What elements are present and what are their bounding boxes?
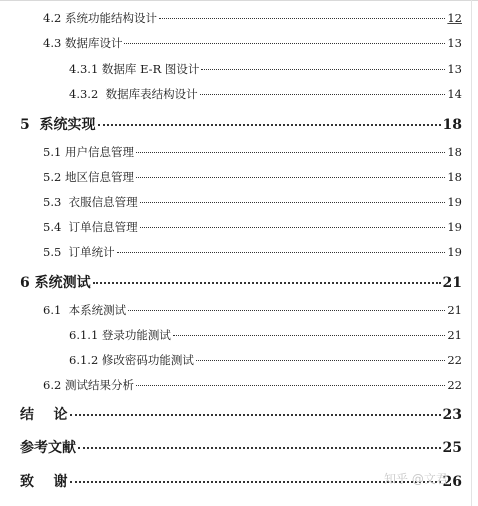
toc-entry-label: 致 谢 <box>20 474 68 490</box>
toc-entry-5-5[interactable] <box>43 244 462 260</box>
toc-entry-page: 18 <box>447 170 462 184</box>
toc-entry-6-1-1[interactable] <box>69 327 462 343</box>
zhihu-watermark: 知乎 @文君 <box>384 472 448 486</box>
toc-entry-6[interactable] <box>20 272 462 292</box>
toc-entry-page: 21 <box>442 275 462 291</box>
toc-entry-page: 23 <box>442 407 462 423</box>
toc-entry-page: 13 <box>447 36 462 50</box>
toc-entry-page: 22 <box>447 378 462 392</box>
dot-leader <box>128 310 445 311</box>
toc-entry-label: 6 系统测试 <box>20 275 91 291</box>
toc-entry-4-3[interactable] <box>43 35 462 51</box>
dot-leader <box>140 202 446 203</box>
toc-entry-label: 4.2 系统功能结构设计 <box>43 11 157 25</box>
dot-leader <box>201 69 445 70</box>
toc-entry-5[interactable] <box>20 114 462 134</box>
toc-entry-label: 4.3 数据库设计 <box>43 36 123 50</box>
toc-entry-page: 12 <box>447 11 462 25</box>
toc-entry-label: 6.1 本系统测试 <box>43 303 127 317</box>
dot-leader <box>124 43 445 44</box>
toc-entry-page: 22 <box>447 353 462 367</box>
toc-entry-label: 5.1 用户信息管理 <box>43 145 134 159</box>
toc-entry-label: 5.4 订单信息管理 <box>43 220 138 234</box>
toc-entry-6-1[interactable] <box>43 302 462 318</box>
toc-entry-page: 13 <box>447 62 462 76</box>
toc-entry-label: 5.5 订单统计 <box>43 245 115 259</box>
toc-entry-5-3[interactable] <box>43 194 462 210</box>
toc-entry-page: 21 <box>447 328 462 342</box>
dot-leader <box>200 94 446 95</box>
dot-leader <box>93 282 441 284</box>
dot-leader <box>136 385 445 386</box>
dot-leader <box>117 252 446 253</box>
toc-entry-label: 5.2 地区信息管理 <box>43 170 134 184</box>
toc-entry-page: 19 <box>447 195 462 209</box>
toc-entry-label: 6.2 测试结果分析 <box>43 378 134 392</box>
toc-entry-5-4[interactable] <box>43 219 462 235</box>
toc-entry-5-2[interactable] <box>43 169 462 185</box>
toc-entry-label: 4.3.1 数据库 E-R 图设计 <box>69 62 200 76</box>
toc-entry-page: 18 <box>442 117 462 133</box>
toc-entry-references[interactable] <box>20 437 462 457</box>
toc-entry-6-2[interactable] <box>43 377 462 393</box>
toc-entry-page: 21 <box>447 303 462 317</box>
toc-entry-label: 结 论 <box>20 407 68 423</box>
dot-leader <box>78 447 441 449</box>
dot-leader <box>196 360 445 361</box>
dot-leader <box>98 124 441 126</box>
toc-entry-4-3-1[interactable] <box>69 61 462 77</box>
dot-leader <box>70 414 441 416</box>
toc-entry-6-1-2[interactable] <box>69 352 462 368</box>
toc-entry-page: 14 <box>447 87 462 101</box>
toc-entry-page: 26 <box>442 474 462 490</box>
dot-leader <box>159 18 445 19</box>
toc-entry-4-2[interactable] <box>43 10 462 26</box>
toc-entry-label: 6.1.2 修改密码功能测试 <box>69 353 194 367</box>
toc-entry-page: 19 <box>447 245 462 259</box>
toc-entry-label: 5.3 衣服信息管理 <box>43 195 138 209</box>
dot-leader <box>136 152 445 153</box>
toc-entry-4-3-2[interactable] <box>69 86 462 102</box>
toc-entry-page: 25 <box>442 440 462 456</box>
toc-entry-label: 4.3.2 数据库表结构设计 <box>69 87 198 101</box>
toc-entry-page: 19 <box>447 220 462 234</box>
toc-entry-label: 6.1.1 登录功能测试 <box>69 328 171 342</box>
dot-leader <box>173 335 445 336</box>
dot-leader <box>136 177 445 178</box>
toc-entry-page: 18 <box>447 145 462 159</box>
toc-entry-conclusion[interactable] <box>20 404 462 424</box>
toc-entry-label: 5 系统实现 <box>20 117 96 133</box>
toc-entry-5-1[interactable] <box>43 144 462 160</box>
dot-leader <box>140 227 446 228</box>
toc-entry-label: 参考文献 <box>20 440 76 456</box>
